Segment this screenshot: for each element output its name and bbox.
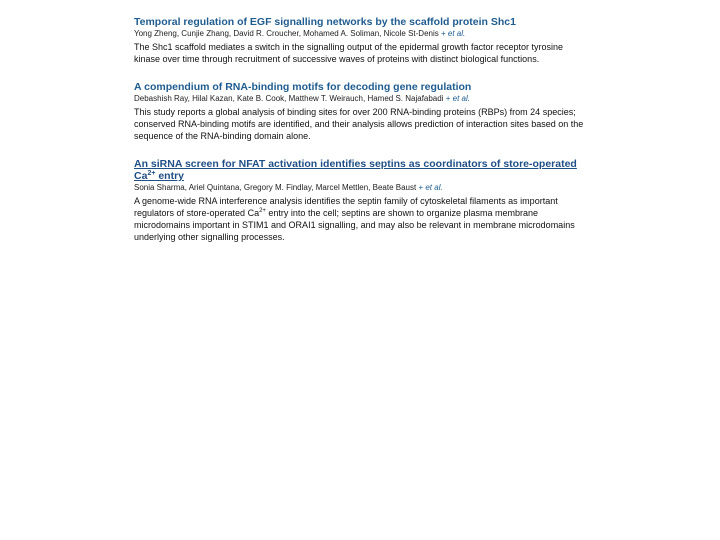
abstract-text-end: entry into the cell; septins are shown to organize plasma membrane microdomains important in STIM1 and ORAI1 signalling, and may also be relevant in membrane microdomains underlying other signalling processes. xyxy=(134,208,575,242)
abstract-text: A genome-wide RNA interference analysis identifies the septin family of cytoskeletal filaments as important regulators of store-operated Ca xyxy=(134,196,558,218)
article-abstract: The Shc1 scaffold mediates a switch in the signalling output of the epidermal growth factor receptor tyrosine kinase over time through recruitment of successive waves of proteins with distinct biological functions. xyxy=(134,42,564,64)
title-text: An siRNA screen for NFAT activation identifies septins as coordinators of store-operated Ca xyxy=(134,158,577,182)
etal-link[interactable]: et al. xyxy=(425,183,443,192)
article-authors xyxy=(134,28,584,40)
title-text-end: entry xyxy=(155,170,185,182)
title-superscript: 2+ xyxy=(147,170,156,177)
article-authors xyxy=(134,93,584,105)
article-item-septins xyxy=(134,158,584,243)
article-title-link[interactable] xyxy=(134,158,584,182)
etal-link[interactable]: et al. xyxy=(447,29,466,38)
article-listing xyxy=(134,16,584,243)
author-list: Debashish Ray, Hilal Kazan, Kate B. Cook, Matthew T. Weirauch, Hamed S. Najafabadi xyxy=(134,94,444,103)
article-abstract: This study reports a global analysis of binding sites for over 200 RNA-binding proteins (RBPs) from 24 species; conserved RNA-binding motifs are identified, and their analysis allows prediction of interaction sites based on the sequence of the RNA-binding domain alone. xyxy=(134,107,584,141)
article-title-link[interactable]: A compendium of RNA-binding motifs for decoding gene regulation xyxy=(134,81,472,93)
article-title-link[interactable]: Temporal regulation of EGF signalling networks by the scaffold protein Shc1 xyxy=(134,16,516,28)
author-list: Yong Zheng, Cunjie Zhang, David R. Croucher, Mohamed A. Soliman, Nicole St-Denis xyxy=(134,29,439,38)
article-abstract xyxy=(134,195,584,243)
article-item-rna-motifs xyxy=(134,81,584,142)
etal-plus: + xyxy=(445,94,451,103)
article-item-shc1 xyxy=(134,16,584,65)
etal-plus: + xyxy=(418,183,424,192)
etal-plus: + xyxy=(440,29,446,38)
etal-link[interactable]: et al. xyxy=(452,94,470,103)
article-authors xyxy=(134,182,584,194)
author-list: Sonia Sharma, Ariel Quintana, Gregory M. Findlay, Marcel Mettlen, Beate Baust xyxy=(134,183,417,192)
abstract-superscript: 2+ xyxy=(259,208,266,214)
